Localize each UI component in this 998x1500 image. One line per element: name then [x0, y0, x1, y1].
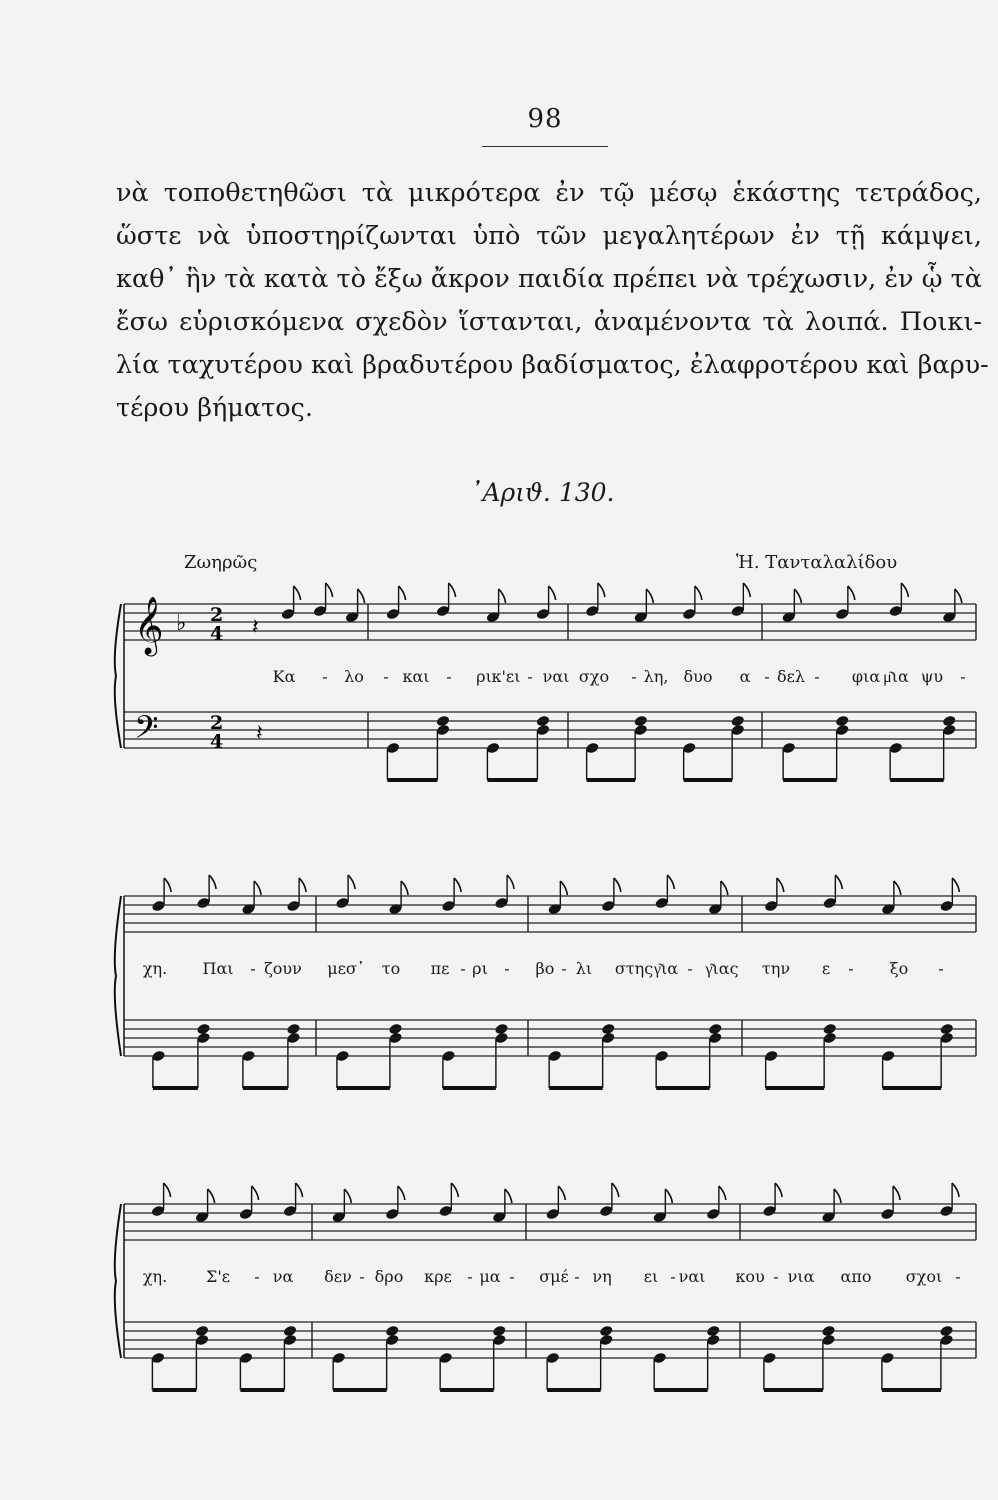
prose-line: νὰ τοποθετηθῶσι τὰ μικρότερα ἐν τῷ μέσῳ ἑκάστης τετράδος,	[116, 178, 982, 208]
lyric-syllable: -	[460, 959, 466, 978]
note-flag	[208, 1189, 215, 1203]
note-flag	[721, 881, 728, 895]
time-signature-bottom: 4	[210, 623, 224, 645]
lyric-syllable: δελ	[776, 667, 806, 686]
lyric-syllable: μα	[479, 1267, 501, 1286]
note-flag	[299, 878, 306, 892]
lyric-syllable: να	[272, 1267, 294, 1286]
lyric-syllable: λο	[344, 667, 364, 686]
note-flag	[894, 881, 901, 895]
lyric-syllable: -	[467, 1267, 473, 1286]
note-flag	[398, 1186, 405, 1200]
lyric-syllable: απο	[840, 1267, 872, 1286]
note-flag	[952, 1183, 959, 1197]
lyric-syllable: -	[446, 667, 452, 686]
lyric-syllable: -	[848, 959, 854, 978]
lyric-syllable: -	[254, 1267, 260, 1286]
prose-line: καθ᾽ ἣν τὰ κατὰ τὸ ἔξω ἄκρον παιδία πρέπει νὰ τρέχωσιν, ἐν ᾧ τὰ	[116, 264, 982, 294]
lyric-syllable: -	[574, 1267, 580, 1286]
note-flag	[505, 1189, 512, 1203]
bass-staff	[124, 712, 976, 748]
lyric-syllable: -	[814, 667, 820, 686]
note-flag	[901, 583, 908, 597]
lyric-syllable: δεν	[324, 1267, 352, 1286]
lyric-syllable: -	[938, 959, 944, 978]
note-flag	[743, 583, 750, 597]
note-flag	[955, 589, 962, 603]
piece-number: ᾽Αριϑ. 130.	[470, 478, 615, 507]
lyric-syllable: ρι	[472, 959, 488, 978]
note-flag	[499, 589, 506, 603]
lyric-syllable: κρε	[424, 1267, 452, 1286]
lyric-syllable: σχο	[578, 667, 610, 686]
lyric-syllable: -	[527, 667, 533, 686]
lyric-syllable: -	[383, 667, 389, 686]
lyric-syllable: -	[955, 1267, 961, 1286]
note-flag	[348, 875, 355, 889]
lyric-syllable: -	[509, 1267, 515, 1286]
lyric-syllable: σμέ	[539, 1267, 569, 1286]
lyric-syllable: -	[960, 667, 966, 686]
note-flag	[344, 1189, 351, 1203]
lyric-syllable: χη.	[142, 1267, 168, 1286]
lyric-syllable: κ'ει	[491, 667, 521, 686]
flat-icon: ♭	[176, 611, 187, 636]
note-flag	[848, 586, 855, 600]
treble-staff	[124, 896, 976, 932]
lyric-syllable: Κα	[272, 667, 296, 686]
lyric-syllable: ναι	[678, 1267, 706, 1286]
lyric-syllable: Σ'ε	[206, 1267, 230, 1286]
lyric-syllable: -	[250, 959, 256, 978]
note-flag	[777, 878, 784, 892]
bass-staff	[124, 1322, 976, 1358]
note-flag	[454, 878, 461, 892]
prose-line: λία ταχυτέρου καὶ βραδυτέρου βαδίσματος, ἐλαφροτέρου καὶ βαρυ-	[116, 350, 989, 380]
prose-line: τέρου βήματος.	[116, 393, 313, 423]
note-flag	[209, 875, 216, 889]
note-flag	[399, 586, 406, 600]
note-flag	[451, 1183, 458, 1197]
lyric-syllable: δρο	[374, 1267, 404, 1286]
lyric-syllable: -	[773, 1267, 779, 1286]
rest-icon: 𝄽	[252, 615, 259, 640]
score-system	[115, 1183, 976, 1390]
lyric-syllable: -	[670, 1267, 676, 1286]
lyric-syllable: -	[359, 1267, 365, 1286]
lyric-syllable: -	[561, 959, 567, 978]
note-flag	[665, 1189, 672, 1203]
lyric-syllable: Παι	[202, 959, 234, 978]
note-flag	[254, 881, 261, 895]
composer-credit: Ἡ. Τανταλαλίδου	[736, 552, 898, 573]
note-flag	[326, 583, 333, 597]
note-flag	[252, 1186, 259, 1200]
note-flag	[401, 881, 408, 895]
lyric-syllable: γ͂ια	[653, 959, 679, 978]
lyric-syllable: νη	[592, 1267, 612, 1286]
note-flag	[558, 1186, 565, 1200]
lyric-syllable: βο	[535, 959, 555, 978]
note-flag	[296, 1183, 303, 1197]
tempo-marking: Ζωηρῶς	[184, 552, 258, 573]
lyric-syllable: γ͂ιας	[705, 959, 739, 978]
lyric-syllable: ψυ	[920, 667, 944, 686]
lyric-syllable: -	[322, 667, 328, 686]
note-flag	[449, 583, 456, 597]
note-flag	[775, 1183, 782, 1197]
note-flag	[835, 875, 842, 889]
lyric-syllable: -	[764, 667, 770, 686]
system-brace	[115, 896, 121, 1056]
system-brace	[115, 1204, 121, 1358]
note-flag	[507, 875, 514, 889]
note-flag	[952, 878, 959, 892]
lyric-syllable: -	[631, 667, 637, 686]
rest-icon: 𝄽	[256, 721, 263, 746]
lyric-syllable: στης	[614, 959, 654, 978]
lyric-syllable: -	[687, 959, 693, 978]
note-flag	[598, 583, 605, 597]
note-flag	[294, 586, 301, 600]
system-brace	[115, 604, 121, 748]
time-signature-top: 2	[210, 712, 224, 734]
note-flag	[358, 589, 365, 603]
prose-line: ἔσω εὑρισκόμενα σχεδὸν ἵστανται, ἀναμένοντα τὰ λοιπά. Ποικι-	[116, 307, 982, 337]
note-flag	[719, 1186, 726, 1200]
note-flag	[560, 881, 567, 895]
note-flag	[667, 875, 674, 889]
lyric-syllable: α	[739, 667, 751, 686]
treble-clef-icon: 𝄞	[134, 596, 164, 654]
lyric-syllable: την	[761, 959, 791, 978]
lyric-syllable: νια	[787, 1267, 815, 1286]
note-flag	[646, 589, 653, 603]
prose-line: ὥστε νὰ ὑποστηρίζωνται ὑπὸ τῶν μεγαλητέρων ἐν τῇ κάμψει,	[116, 221, 982, 251]
note-flag	[614, 878, 621, 892]
bass-staff	[124, 1020, 976, 1056]
lyric-syllable: λη,	[643, 667, 669, 686]
time-signature-bottom: 4	[210, 731, 224, 753]
page-number: 98	[527, 104, 563, 134]
note-flag	[164, 1183, 171, 1197]
lyric-syllable: χη.	[142, 959, 168, 978]
note-flag	[612, 1183, 619, 1197]
lyric-syllable: το	[381, 959, 401, 978]
time-signature-top: 2	[210, 604, 224, 626]
lyric-syllable: φια	[851, 667, 881, 686]
note-flag	[834, 1189, 841, 1203]
lyric-syllable: ρι	[476, 667, 492, 686]
note-flag	[549, 586, 556, 600]
lyric-syllable: κου	[735, 1267, 765, 1286]
note-flag	[794, 589, 801, 603]
lyric-syllable: πε	[430, 959, 450, 978]
lyric-syllable: και	[402, 667, 430, 686]
lyric-syllable: μ͂ια	[883, 667, 909, 686]
note-flag	[164, 878, 171, 892]
note-flag	[893, 1186, 900, 1200]
lyric-syllable: ξο	[889, 959, 909, 978]
lyric-syllable: δυο	[683, 667, 713, 686]
lyric-syllable: ζουν	[264, 959, 302, 978]
lyric-syllable: -	[504, 959, 510, 978]
note-flag	[695, 586, 702, 600]
lyric-syllable: λι	[575, 959, 593, 978]
bass-clef-icon: 𝄢	[134, 709, 159, 753]
lyric-syllable: ει	[643, 1267, 659, 1286]
lyric-syllable: μεσ᾽	[327, 959, 365, 978]
lyric-syllable: ε	[821, 959, 831, 978]
lyric-syllable: σχοι	[905, 1267, 943, 1286]
lyric-syllable: ναι	[542, 667, 570, 686]
